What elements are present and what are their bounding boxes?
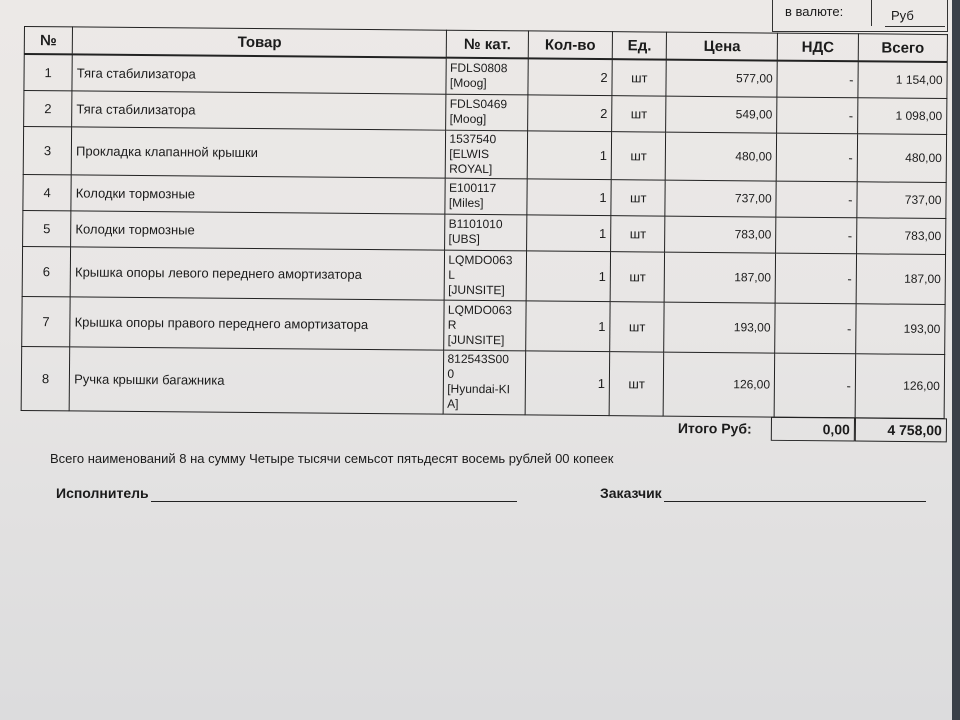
item-qty: 2: [527, 94, 612, 131]
item-vat: -: [777, 97, 858, 134]
item-price: 549,00: [666, 96, 777, 133]
row-number: 7: [22, 296, 71, 346]
item-total: 737,00: [857, 181, 946, 218]
executor-label: Исполнитель: [56, 485, 149, 501]
catalog-line: LQMDO063: [448, 252, 513, 267]
row-number: 5: [23, 210, 71, 246]
item-price: 783,00: [665, 216, 776, 253]
executor-signature: [56, 485, 517, 502]
catalog-line: [JUNSITE]: [448, 282, 505, 297]
item-qty: 1: [525, 300, 610, 351]
item-unit: шт: [610, 251, 665, 301]
totals-sum: 4 758,00: [855, 418, 947, 443]
catalog-line: [Miles]: [448, 195, 484, 211]
item-total: 187,00: [856, 253, 945, 304]
col-header-num: №: [24, 27, 72, 55]
totals-label: Итого Руб:: [677, 419, 752, 437]
item-vat: -: [776, 181, 857, 218]
catalog-line: ROYAL]: [449, 161, 493, 176]
col-header-catalog: № кат.: [447, 30, 528, 58]
item-name: Тяга стабилизатора: [72, 90, 447, 129]
item-vat: -: [776, 133, 857, 182]
catalog-line: [Moog]: [449, 75, 487, 91]
catalog-number: [444, 350, 526, 415]
catalog-line: L: [448, 267, 456, 282]
goods-table: [21, 26, 948, 419]
catalog-number: [445, 214, 526, 251]
item-total: 193,00: [856, 303, 945, 354]
item-unit: шт: [612, 95, 667, 131]
item-qty: 1: [526, 178, 611, 215]
item-price: 126,00: [663, 352, 774, 417]
catalog-number: [446, 94, 527, 131]
col-header-item: Товар: [72, 27, 446, 58]
item-total: 783,00: [856, 217, 945, 254]
currency-box: [772, 0, 948, 32]
item-vat: -: [774, 353, 855, 418]
catalog-line: [ELWIS: [449, 146, 490, 161]
currency-label: в валюте:: [785, 4, 844, 19]
row-number: 8: [21, 346, 70, 410]
customer-signature-line: [664, 501, 926, 502]
catalog-line: R: [447, 317, 457, 332]
item-unit: шт: [611, 131, 666, 179]
catalog-number: [445, 178, 526, 215]
row-number: 4: [23, 174, 71, 210]
catalog-number: [446, 58, 527, 95]
item-unit: шт: [610, 301, 665, 351]
item-vat: -: [775, 253, 856, 304]
item-total: 1 154,00: [858, 61, 947, 98]
item-name: Колодки тормозные: [71, 174, 446, 213]
col-header-price: Цена: [667, 32, 778, 60]
item-unit: шт: [611, 179, 666, 215]
col-header-qty: Кол-во: [528, 31, 613, 59]
item-price: 187,00: [664, 252, 775, 303]
item-name: Тяга стабилизатора: [72, 54, 447, 93]
item-total: 1 098,00: [858, 97, 947, 134]
table-row: [22, 296, 945, 354]
catalog-line: 812543S00: [447, 351, 509, 367]
item-qty: 1: [527, 130, 612, 179]
item-price: 480,00: [666, 132, 777, 181]
item-total: 126,00: [855, 353, 945, 418]
item-price: 193,00: [664, 302, 775, 353]
catalog-line: [UBS]: [448, 231, 480, 246]
catalog-line: FDLS0808: [449, 60, 508, 76]
executor-signature-line: [151, 501, 517, 502]
catalog-line: 0: [447, 366, 455, 381]
col-header-unit: Ед.: [612, 32, 666, 60]
catalog-line: B1101010: [448, 216, 503, 232]
customer-label: Заказчик: [600, 485, 662, 501]
item-total: 480,00: [857, 133, 946, 182]
item-unit: шт: [611, 215, 666, 251]
item-name: Ручка крышки багажника: [69, 346, 444, 413]
item-name: Прокладка клапанной крышки: [71, 126, 446, 177]
catalog-line: [Moog]: [449, 111, 487, 127]
summary-text: Всего наименований 8 на сумму Четыре тысячи семьсот пятьдесят восемь рублей 00 копеек: [50, 451, 614, 466]
item-qty: 1: [526, 214, 611, 251]
catalog-line: A]: [447, 396, 459, 411]
item-name: Крышка опоры левого переднего амортизатора: [70, 246, 445, 299]
catalog-line: LQMDO063: [447, 302, 513, 317]
catalog-line: E100117: [448, 180, 497, 196]
col-header-total: Всего: [858, 34, 947, 62]
catalog-line: 1537540: [449, 131, 497, 146]
catalog-line: [Hyundai-KI: [447, 381, 511, 397]
table-row: [23, 126, 946, 182]
row-number: 3: [23, 126, 72, 174]
table-body: [21, 54, 947, 418]
catalog-number: [444, 300, 526, 351]
totals-vat: 0,00: [771, 417, 855, 442]
item-qty: 2: [528, 58, 613, 95]
catalog-number: [445, 250, 527, 301]
item-vat: -: [776, 217, 857, 254]
item-unit: шт: [612, 59, 667, 95]
item-vat: -: [777, 61, 858, 98]
table-row: [21, 346, 945, 418]
customer-signature: [600, 485, 926, 502]
item-qty: 1: [525, 350, 610, 415]
item-name: Колодки тормозные: [71, 210, 446, 249]
row-number: 6: [22, 246, 71, 296]
table-row: [22, 246, 945, 304]
item-price: 577,00: [666, 60, 777, 97]
item-name: Крышка опоры правого переднего амортизатора: [70, 296, 445, 349]
item-qty: 1: [526, 250, 611, 301]
col-header-vat: НДС: [777, 33, 858, 61]
item-unit: шт: [609, 351, 664, 415]
catalog-line: [JUNSITE]: [447, 332, 505, 347]
catalog-line: FDLS0469: [449, 96, 508, 112]
currency-value: Руб: [891, 8, 914, 23]
row-number: 1: [24, 54, 72, 90]
item-vat: -: [775, 303, 856, 354]
row-number: 2: [24, 90, 72, 126]
catalog-number: [446, 130, 528, 179]
item-price: 737,00: [665, 180, 776, 217]
